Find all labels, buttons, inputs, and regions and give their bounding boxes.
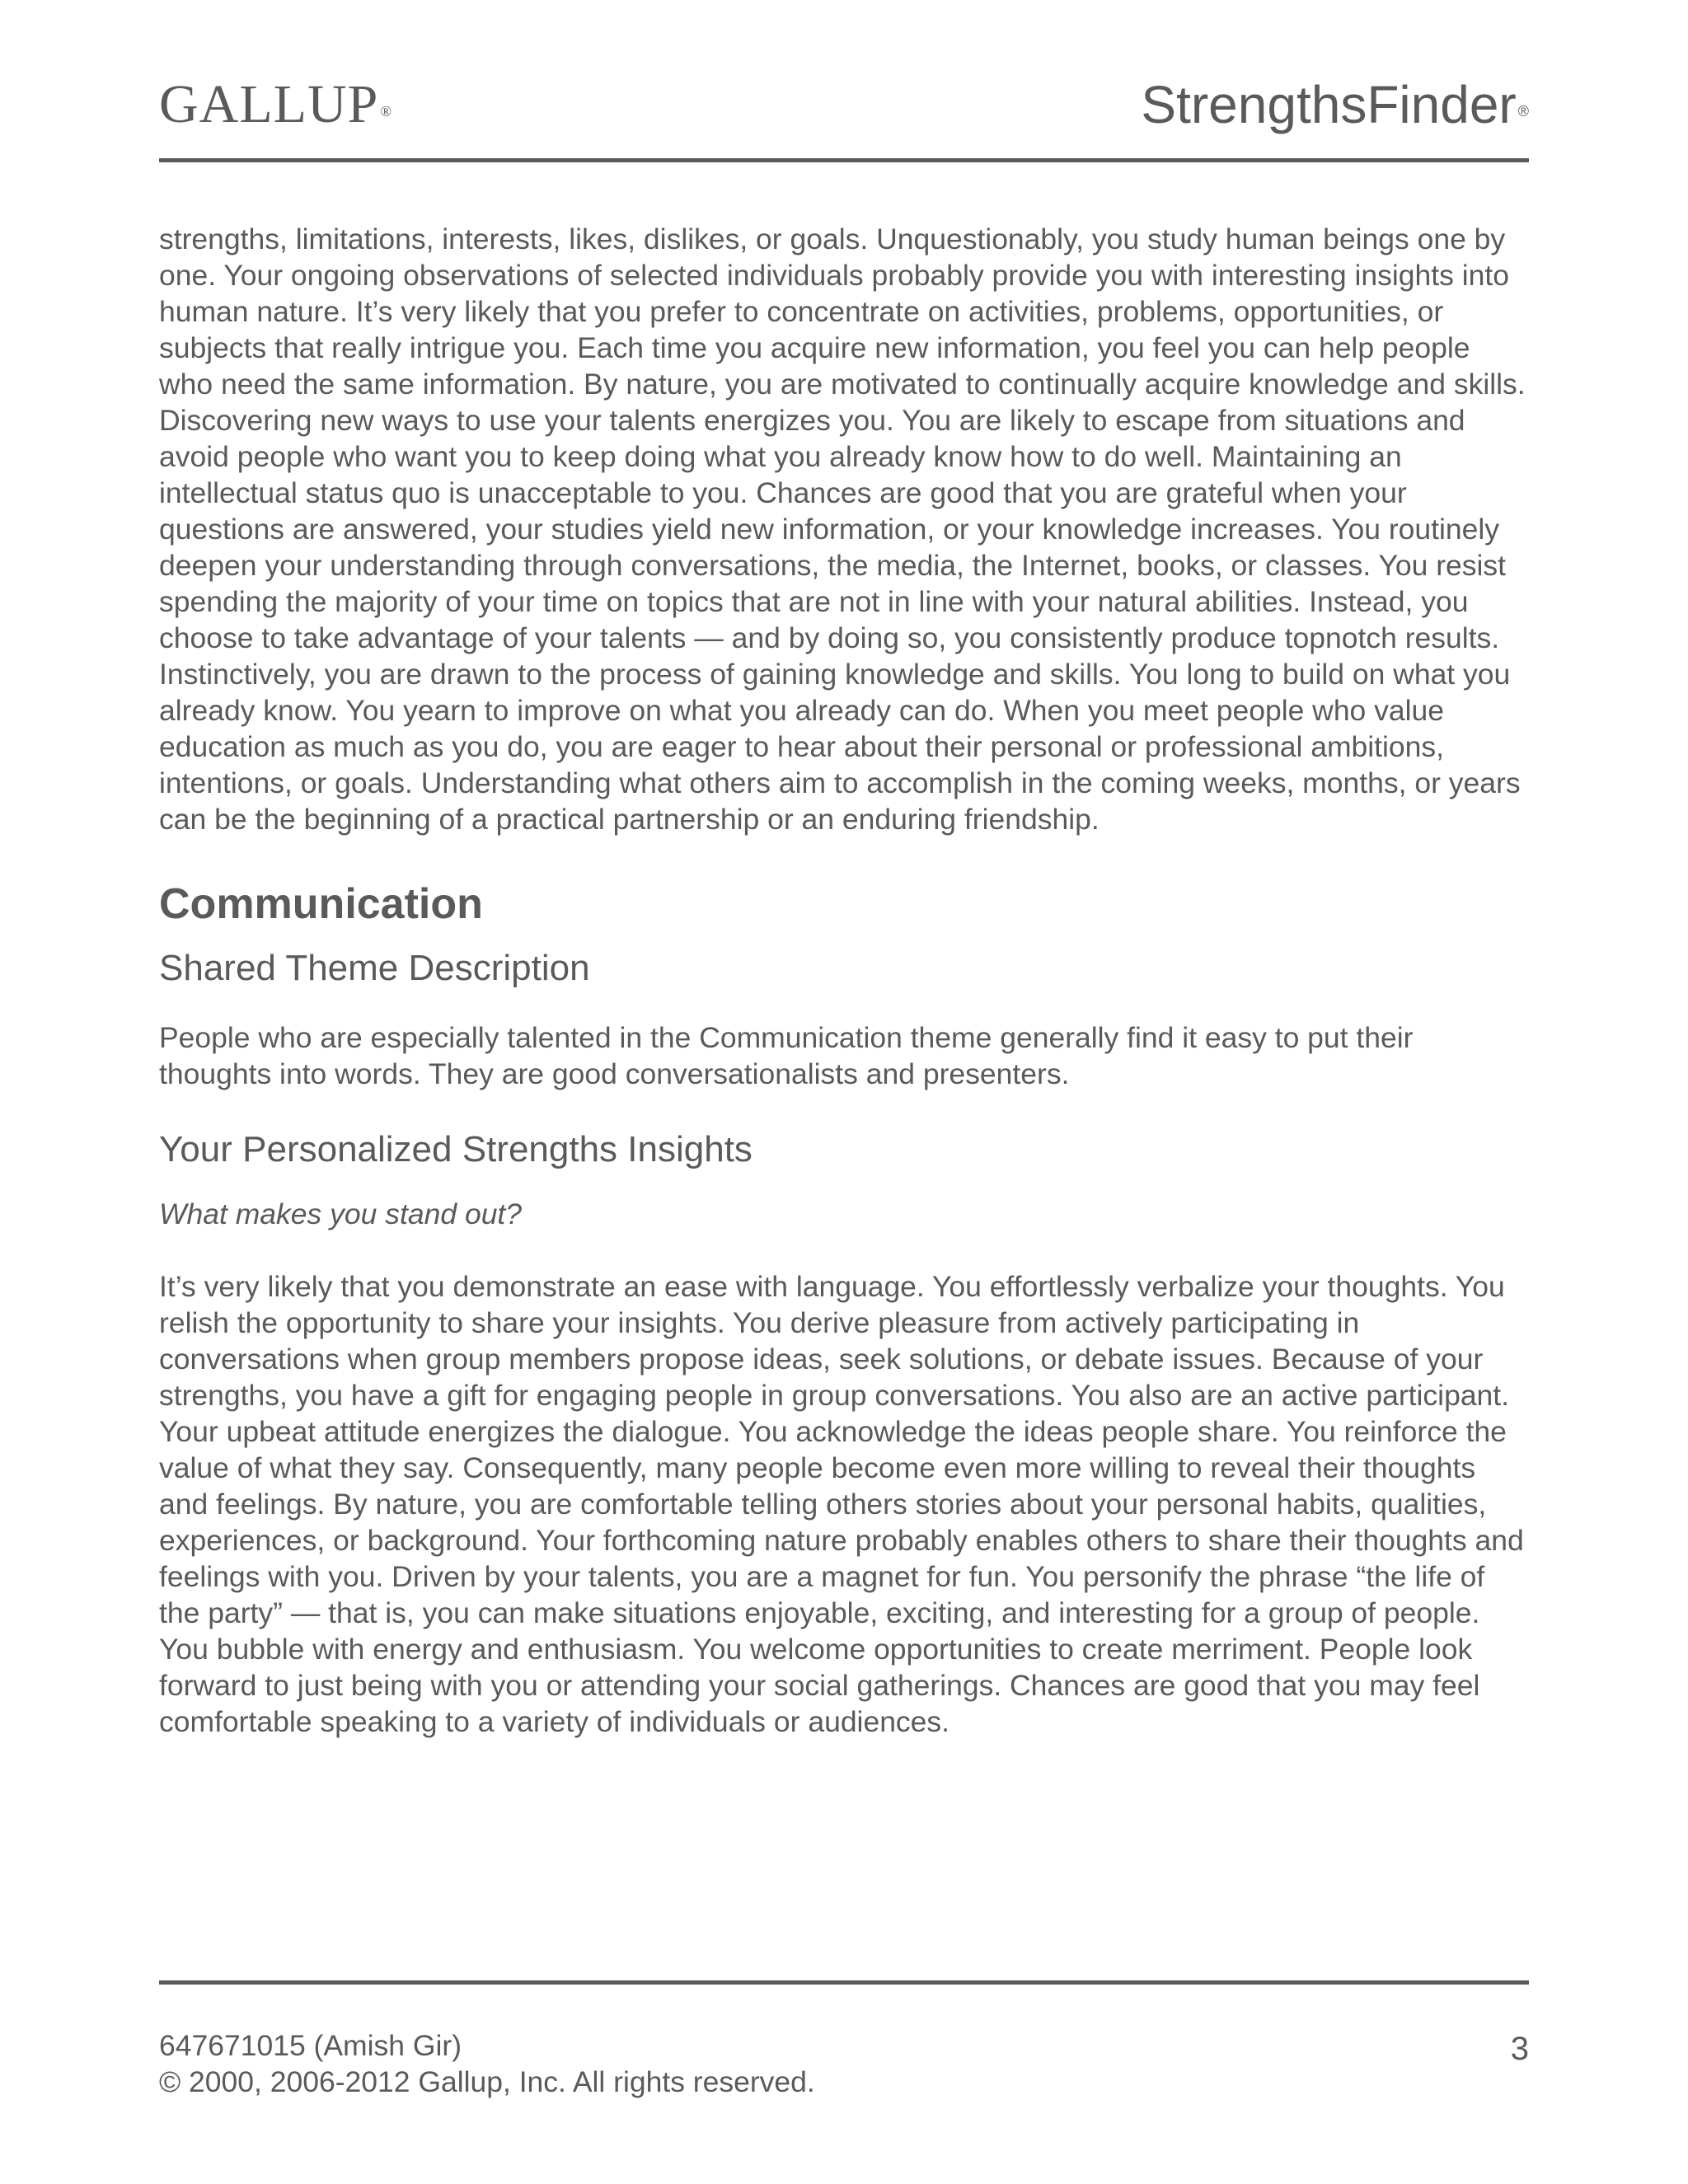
product-name (1141, 77, 1529, 132)
shared-theme-description: People who are especially talented in the Communication theme generally find it easy to put their thoughts into words. They are good conversationalists and presenters. (159, 1021, 1414, 1090)
report-page (159, 0, 1529, 2184)
theme-title: Communication (159, 880, 483, 928)
header-divider (159, 158, 1529, 162)
page-number: 3 (1510, 2031, 1529, 2067)
respondent-id: 647671015 (Amish Gir) (159, 2029, 462, 2062)
insights-heading: Your Personalized Strengths Insights (159, 1129, 753, 1169)
insights-question: What makes you stand out? (159, 1197, 523, 1230)
page-footer (159, 2027, 1529, 2100)
product-name-text: StrengthsFinder (1141, 75, 1517, 134)
registered-mark: ® (1517, 103, 1529, 120)
page-header (159, 76, 1529, 134)
intro-paragraph: strengths, limitations, interests, likes, dislikes, or goals. Unquestionably, you study human beings one by one. Your ongoing observations of selected individuals probably provide you with interesting insights into human nature. It’s very likely that you prefer to concentrate on activities, problems, opportunities, or subjects that really intrigue you. Each time you acquire new information, you feel you can help people who need the same information. By nature, you are motivated to continually acquire knowledge and skills. Discovering new ways to use your talents energizes you. You are likely to escape from situations and avoid people who want you to keep doing what you already know how to do well. Maintaining an intellectual status quo is unacceptable to you. Chances are good that you are grateful when your questions are answered, your studies yield new information, or your knowledge increases. You routinely deepen your understanding through conversations, the media, the Internet, books, or classes. You resist spending the majority of your time on topics that are not in line with your natural abilities. Instead, you choose to take advantage of your talents — and by doing so, you consistently produce topnotch results. Instinctively, you are drawn to the process of gaining knowledge and skills. You long to build on what you already know. You yearn to improve on what you already can do. When you meet people who value education as much as you do, you are eager to hear about their personal or professional ambitions, intentions, or goals. Understanding what others aim to accomplish in the coming weeks, months, or years can be the beginning of a practical partnership or an enduring friendship. (159, 223, 1526, 836)
footer-info (159, 2027, 1529, 2100)
report-content (159, 221, 1529, 1740)
insights-body: It’s very likely that you demonstrate an ease with language. You effortlessly verbalize your thoughts. You relish the opportunity to share your insights. You derive pleasure from actively participating in conversations when group members propose ideas, seek solutions, or debate issues. Because of your strengths, you have a gift for engaging people in group conversations. You also are an active participant. Your upbeat attitude energizes the dialogue. You acknowledge the ideas people share. You reinforce the value of what they say. Consequently, many people become even more willing to reveal their thoughts and feelings. By nature, you are comfortable telling others stories about your personal habits, qualities, experiences, or background. Your forthcoming nature probably enables others to share their thoughts and feelings with you. Driven by your talents, you are a magnet for fun. You personify the phrase “the life of the party” — that is, you can make situations enjoyable, exciting, and interesting for a group of people. You bubble with energy and enthusiasm. You welcome opportunities to create merriment. People look forward to just being with you or attending your social gatherings. Chances are good that you may feel comfortable speaking to a variety of individuals or audiences. (159, 1270, 1524, 1738)
gallup-logo (159, 76, 392, 134)
footer-divider (159, 1980, 1529, 1985)
gallup-logo-text: GALLUP (159, 74, 379, 134)
copyright-notice: © 2000, 2006-2012 Gallup, Inc. All rights reserved. (159, 2065, 815, 2098)
registered-mark: ® (380, 103, 393, 120)
shared-theme-heading: Shared Theme Description (159, 948, 590, 988)
